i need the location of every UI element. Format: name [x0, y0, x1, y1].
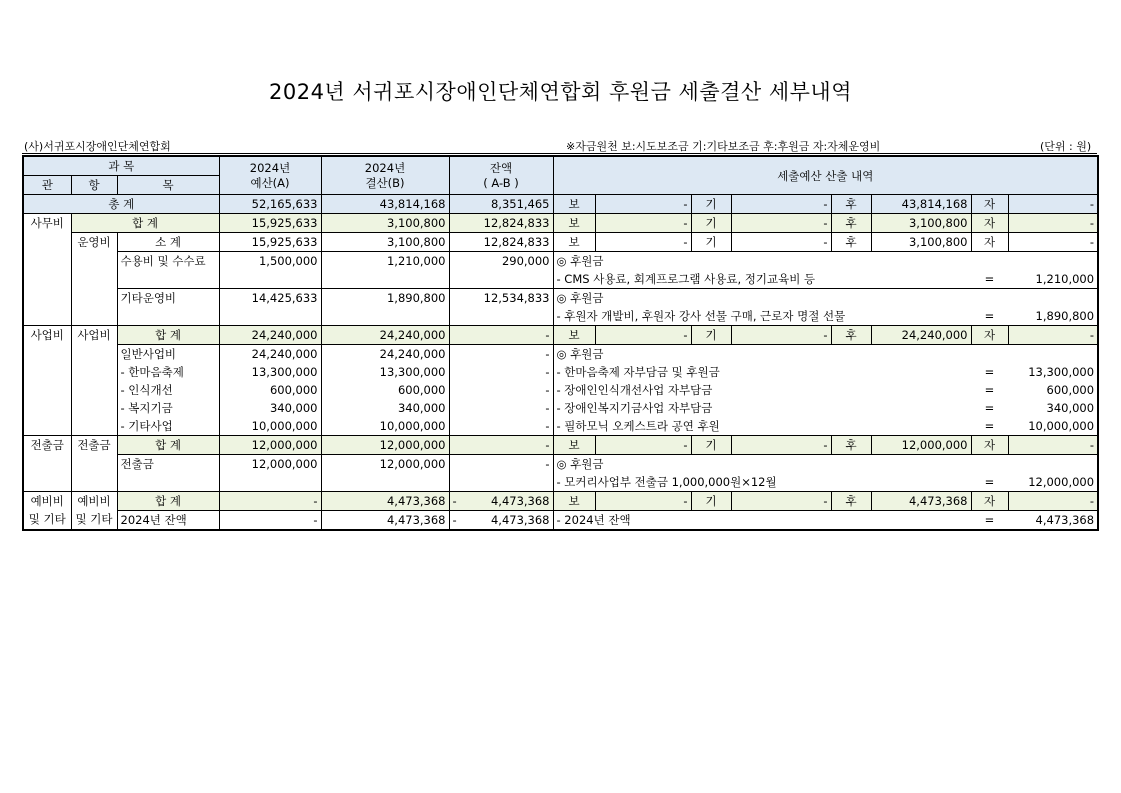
detail-eq: = [984, 365, 995, 379]
src-ja: 자 [971, 233, 1008, 252]
src-ja: 자 [971, 195, 1008, 214]
src-gi-value: - [731, 326, 831, 345]
item-budget: 10,000,000 [219, 417, 321, 436]
src-gi: 기 [691, 214, 731, 233]
detail-head: ◎ 후원금 [553, 289, 1098, 308]
src-hu: 후 [831, 436, 871, 455]
src-hu-value: 3,100,800 [871, 214, 971, 233]
total-settle: 43,814,168 [321, 195, 449, 214]
jeonchul-sum-row [23, 436, 1098, 455]
item-settle: 340,000 [321, 399, 449, 417]
balance-value: 4,473,368 [490, 513, 550, 527]
src-ja-value: - [1008, 195, 1098, 214]
src-gi: 기 [691, 492, 731, 511]
samu-sum-balance: 12,824,833 [449, 214, 553, 233]
hang-yebi: 예비비 및 기타 [71, 492, 117, 531]
mok-label: 일반사업비 [117, 345, 219, 364]
mok-label: 수용비 및 수수료 [117, 252, 219, 289]
src-gi: 기 [691, 195, 731, 214]
table-row [23, 363, 1098, 381]
detail-amount: 340,000 [1008, 399, 1098, 417]
hang-samu: 운영비 [71, 233, 117, 326]
src-ja: 자 [971, 326, 1008, 345]
src-bo-value: - [595, 214, 691, 233]
mok-label: - 인식개선 [117, 381, 219, 399]
item-settle: 13,300,000 [321, 363, 449, 381]
samu-sub-row [23, 233, 1098, 252]
src-bo: 보 [553, 233, 595, 252]
src-gi-value: - [731, 492, 831, 511]
src-gi-value: - [731, 195, 831, 214]
detail-text: - 장애인인식개선사업 자부담금 [553, 381, 971, 399]
jeonchul-sum-settle: 12,000,000 [321, 436, 449, 455]
saup-sum-row [23, 326, 1098, 345]
unit-label: (단위 : 원) [1040, 140, 1092, 153]
item-budget: 14,425,633 [219, 289, 321, 308]
src-gi-value: - [731, 214, 831, 233]
table-row [23, 399, 1098, 417]
detail-text: - 모커리사업부 전출금 1,000,000원×12월 [553, 473, 971, 492]
detail-eq: = [971, 473, 1008, 492]
mok-label: - 기타사업 [117, 417, 219, 436]
detail-text: - 후원자 개발비, 후원자 강사 선물 구매, 근로자 명절 선물 [553, 307, 971, 326]
item-settle: 600,000 [321, 381, 449, 399]
detail-amount: 600,000 [1008, 381, 1098, 399]
src-ja-value: - [1008, 214, 1098, 233]
src-bo-value: - [595, 436, 691, 455]
src-ja-value: - [1008, 233, 1098, 252]
gwan-jeonchul: 전출금 [23, 436, 71, 492]
detail-head: ◎ 후원금 [553, 252, 1098, 271]
header-settle: 2024년 결산(B) [321, 156, 449, 195]
saup-sum-settle: 24,240,000 [321, 326, 449, 345]
src-hu: 후 [831, 326, 871, 345]
organization-name: (사)서귀포시장애인단체연합회 [24, 140, 171, 153]
header-row-1 [23, 156, 1098, 176]
mok-label: 전출금 [117, 455, 219, 492]
total-row [23, 195, 1098, 214]
detail-eq: = [971, 417, 1008, 436]
detail-text: - 2024년 잔액 [553, 511, 971, 531]
top-rule [22, 153, 1097, 154]
yebi-sum-row [23, 492, 1098, 511]
item-budget: 24,240,000 [219, 345, 321, 364]
src-bo: 보 [553, 436, 595, 455]
saup-sum-balance: - [449, 326, 553, 345]
samu-sum-row [23, 214, 1098, 233]
src-bo: 보 [553, 326, 595, 345]
src-hu-value: 12,000,000 [871, 436, 971, 455]
yebi-sum-label: 합 계 [117, 492, 219, 511]
item-balance: - [449, 345, 553, 364]
src-hu: 후 [831, 233, 871, 252]
balance-value: 4,473,368 [490, 494, 550, 508]
src-bo-value: - [595, 233, 691, 252]
detail-eq: = [984, 383, 995, 397]
saup-sum-label: 합 계 [117, 326, 219, 345]
table-row [23, 511, 1098, 531]
detail-head: ◎ 후원금 [553, 455, 1098, 474]
yebi-sum-balance [449, 492, 553, 511]
detail-amount: 13,300,000 [1008, 363, 1098, 381]
samu-sum-label: 합 계 [71, 214, 219, 233]
yebi-sum-settle: 4,473,368 [321, 492, 449, 511]
src-gi-value: - [731, 233, 831, 252]
item-settle: 24,240,000 [321, 345, 449, 364]
item-balance: - [449, 417, 553, 436]
samu-sum-settle: 3,100,800 [321, 214, 449, 233]
detail-eq: = [971, 270, 1008, 289]
item-budget: 340,000 [219, 399, 321, 417]
minus-sign: - [452, 513, 457, 527]
item-settle: 4,473,368 [321, 511, 449, 531]
detail-amount: 4,473,368 [1008, 511, 1098, 531]
item-balance: - [449, 455, 553, 474]
samu-sub-settle: 3,100,800 [321, 233, 449, 252]
detail-text: - 한마음축제 자부담금 및 후원금 [553, 363, 971, 381]
table-row [23, 252, 1098, 271]
total-budget: 52,165,633 [219, 195, 321, 214]
header-balance: 잔액 ( A-B ) [449, 156, 553, 195]
src-hu-value: 43,814,168 [871, 195, 971, 214]
src-gi: 기 [691, 326, 731, 345]
src-hu: 후 [831, 492, 871, 511]
fund-source-legend: ※자금원천 보:시도보조금 기:기타보조금 후:후원금 자:자체운영비 [566, 140, 881, 153]
document-title: 2024년 서귀포시장애인단체연합회 후원금 세출결산 세부내역 [268, 80, 852, 104]
hang-saup: 사업비 [71, 326, 117, 436]
table-row [23, 417, 1098, 436]
src-gi: 기 [691, 233, 731, 252]
detail-eq: = [971, 307, 1008, 326]
src-bo: 보 [553, 195, 595, 214]
src-hu-value: 4,473,368 [871, 492, 971, 511]
src-bo: 보 [553, 492, 595, 511]
total-label: 총 계 [23, 195, 219, 214]
src-hu: 후 [831, 214, 871, 233]
expenditure-table [22, 155, 1099, 531]
mok-label: 2024년 잔액 [117, 511, 219, 531]
table-row [23, 455, 1098, 474]
src-ja: 자 [971, 214, 1008, 233]
item-budget: - [219, 511, 321, 531]
table-row [23, 289, 1098, 308]
header-hang: 항 [71, 176, 117, 195]
item-balance: 290,000 [449, 252, 553, 271]
item-balance [449, 511, 553, 531]
src-ja-value: - [1008, 436, 1098, 455]
item-budget: 12,000,000 [219, 455, 321, 474]
detail-amount: 1,210,000 [1008, 270, 1098, 289]
src-ja-value: - [1008, 492, 1098, 511]
saup-sum-budget: 24,240,000 [219, 326, 321, 345]
jeonchul-sum-budget: 12,000,000 [219, 436, 321, 455]
table-row [23, 345, 1098, 364]
detail-amount: 10,000,000 [1008, 417, 1098, 436]
jeonchul-sum-label: 합 계 [117, 436, 219, 455]
gwan-saup: 사업비 [23, 326, 71, 436]
src-ja: 자 [971, 436, 1008, 455]
samu-sub-label: 소 계 [117, 233, 219, 252]
src-bo-value: - [595, 492, 691, 511]
src-bo: 보 [553, 214, 595, 233]
table-row [23, 381, 1098, 399]
detail-amount: 1,890,800 [1008, 307, 1098, 326]
item-budget: 1,500,000 [219, 252, 321, 271]
mok-label: 기타운영비 [117, 289, 219, 326]
minus-sign: - [452, 494, 457, 508]
detail-text: - 필하모닉 오케스트라 공연 후원 [553, 417, 971, 436]
header-gwamok: 과 목 [23, 156, 219, 176]
item-settle: 12,000,000 [321, 455, 449, 474]
item-balance: - [449, 381, 553, 399]
item-settle: 1,890,800 [321, 289, 449, 308]
mok-label: - 한마음축제 [117, 363, 219, 381]
src-hu: 후 [831, 195, 871, 214]
src-ja-value: - [1008, 326, 1098, 345]
header-detail: 세출예산 산출 내역 [553, 156, 1098, 195]
total-balance: 8,351,465 [449, 195, 553, 214]
header-gwan: 관 [23, 176, 71, 195]
src-ja: 자 [971, 492, 1008, 511]
samu-sub-balance: 12,824,833 [449, 233, 553, 252]
yebi-sum-budget: - [219, 492, 321, 511]
jeonchul-sum-balance: - [449, 436, 553, 455]
detail-text: - 장애인복지기금사업 자부담금 [553, 399, 971, 417]
header-mok: 목 [117, 176, 219, 195]
gwan-yebi: 예비비 및 기타 [23, 492, 71, 531]
src-bo-value: - [595, 326, 691, 345]
detail-amount: 12,000,000 [1008, 473, 1098, 492]
src-gi-value: - [731, 436, 831, 455]
detail-eq: = [984, 401, 995, 415]
detail-head: ◎ 후원금 [553, 345, 1098, 364]
gwan-samu: 사무비 [23, 214, 71, 326]
src-gi: 기 [691, 436, 731, 455]
item-budget: 600,000 [219, 381, 321, 399]
item-balance: - [449, 399, 553, 417]
detail-text: - CMS 사용료, 회계프로그램 사용료, 정기교육비 등 [553, 270, 971, 289]
item-settle: 10,000,000 [321, 417, 449, 436]
item-balance: - [449, 363, 553, 381]
src-bo-value: - [595, 195, 691, 214]
item-settle: 1,210,000 [321, 252, 449, 271]
hang-jeonchul: 전출금 [71, 436, 117, 492]
detail-eq: = [971, 511, 1008, 531]
src-hu-value: 24,240,000 [871, 326, 971, 345]
header-budget: 2024년 예산(A) [219, 156, 321, 195]
samu-sub-budget: 15,925,633 [219, 233, 321, 252]
item-balance: 12,534,833 [449, 289, 553, 308]
item-budget: 13,300,000 [219, 363, 321, 381]
mok-label: - 복지기금 [117, 399, 219, 417]
src-hu-value: 3,100,800 [871, 233, 971, 252]
samu-sum-budget: 15,925,633 [219, 214, 321, 233]
